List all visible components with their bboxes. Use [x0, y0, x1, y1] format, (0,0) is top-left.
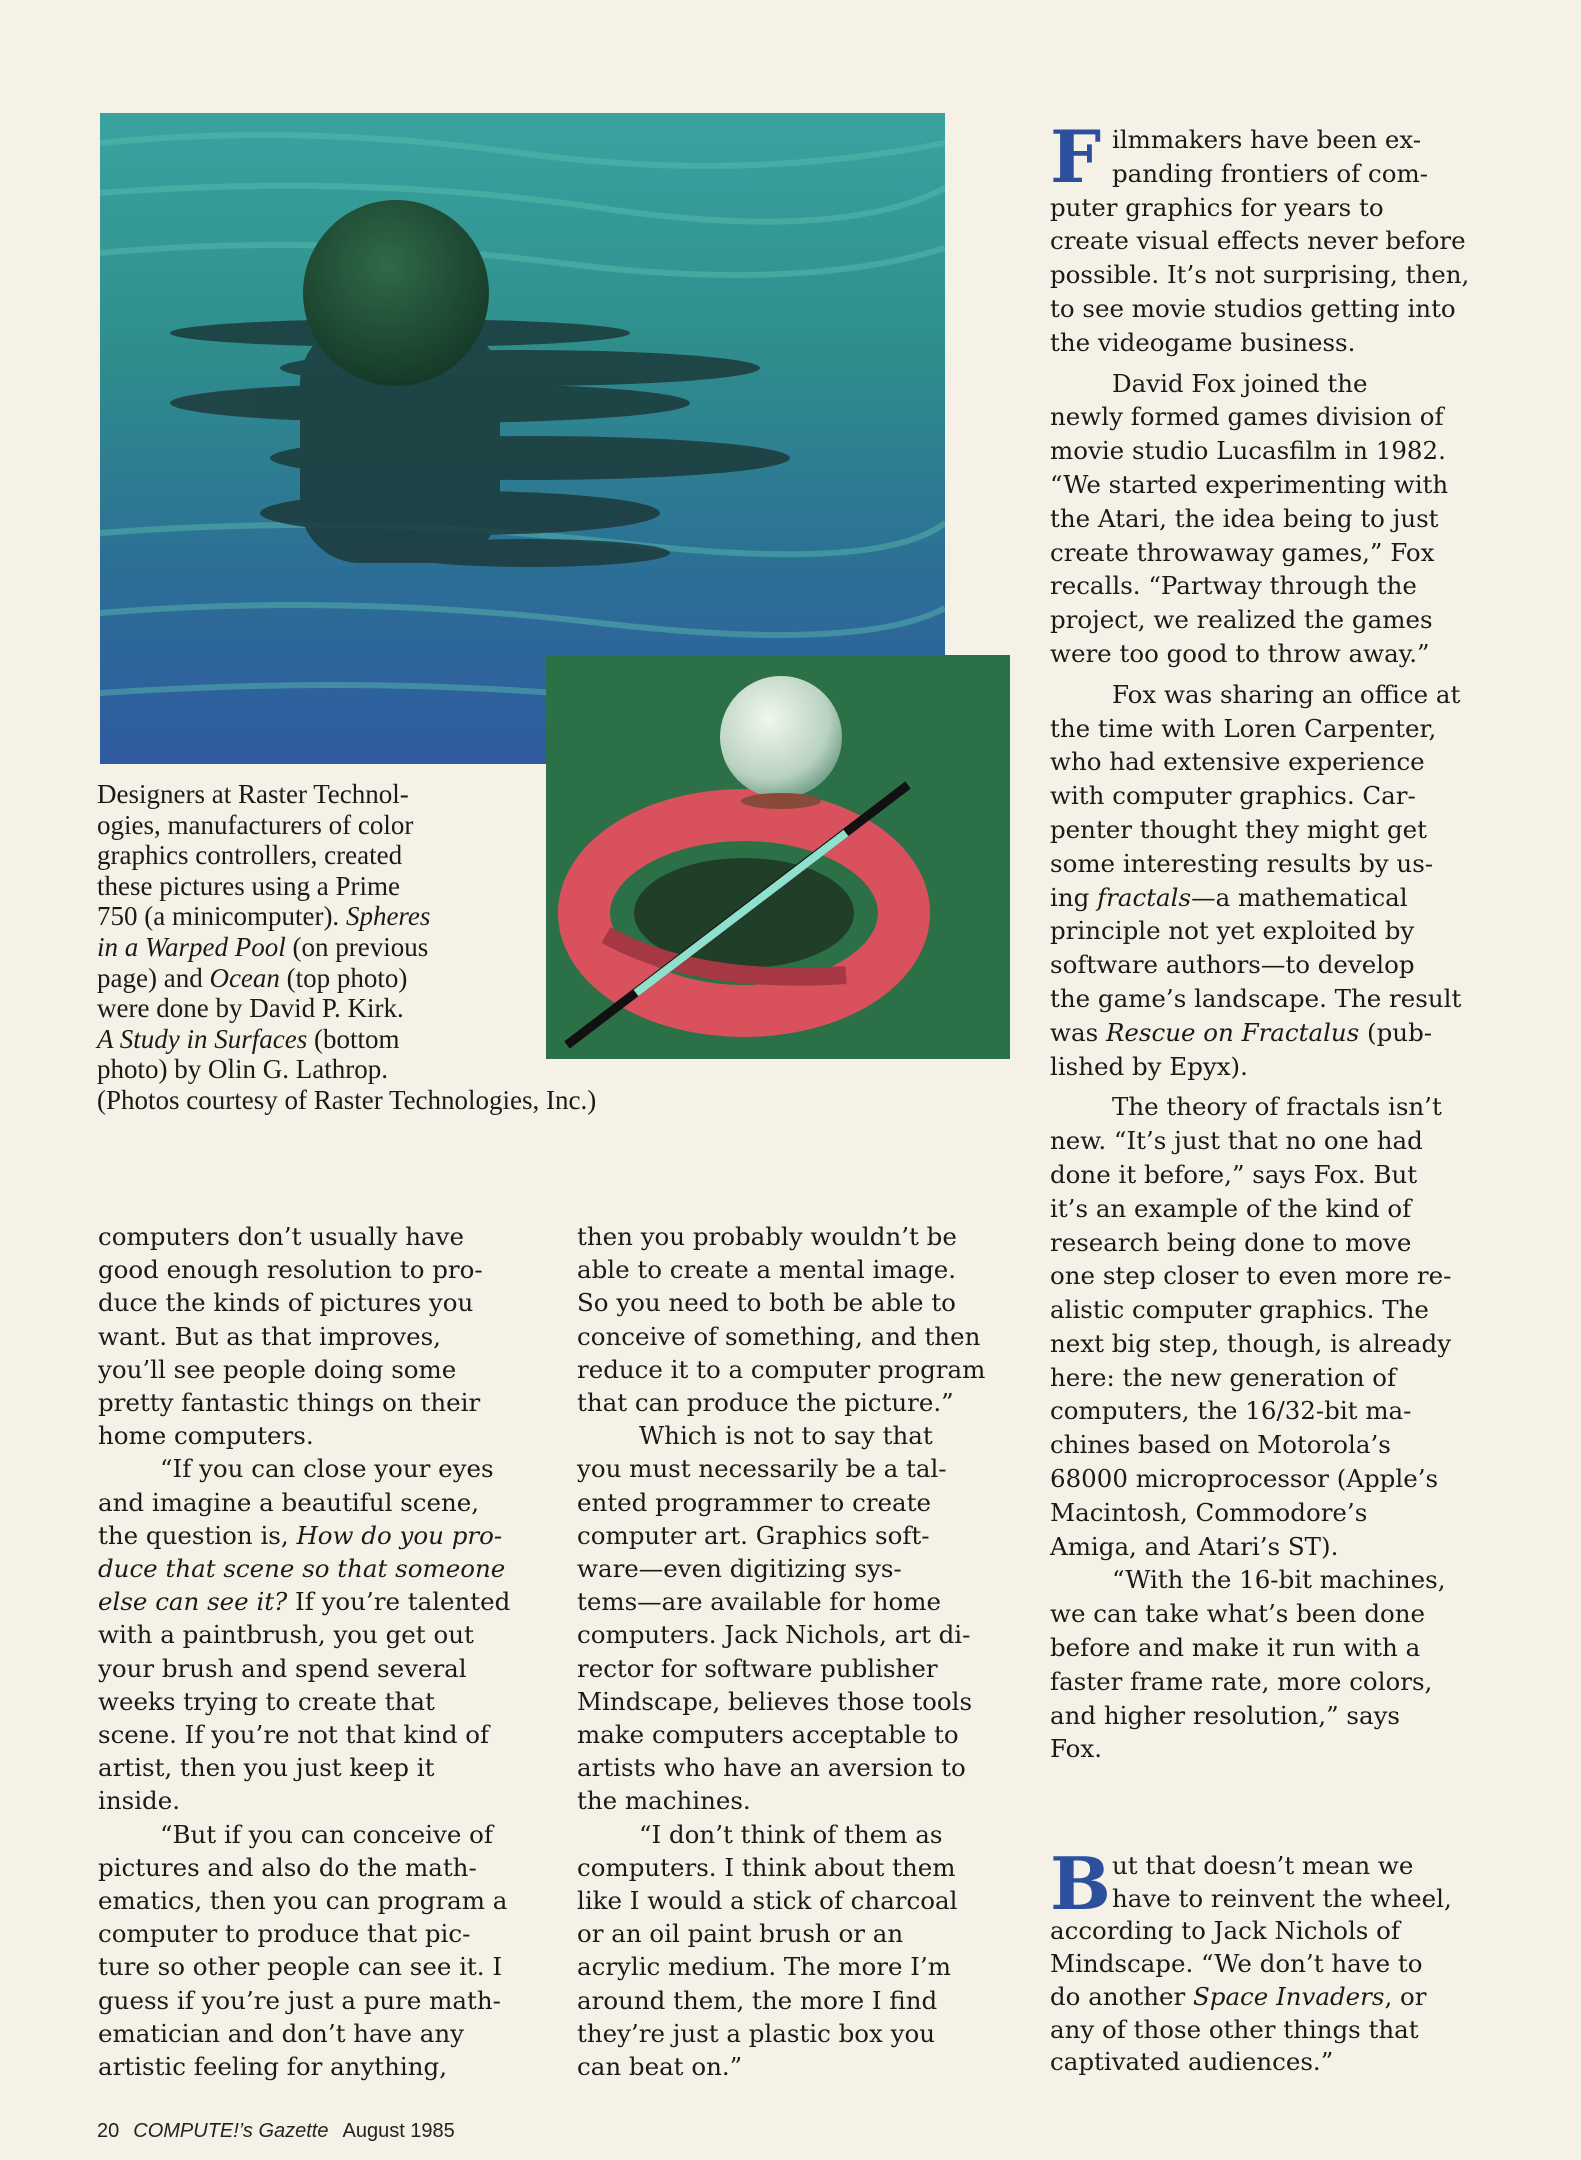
italic-text: A Study in Surfaces: [97, 1023, 308, 1054]
text-line: were too good to throw away.”: [1050, 638, 1430, 668]
text-line: and higher resolution,” says: [1050, 1700, 1400, 1730]
text-line: software authors—to develop: [1050, 950, 1415, 980]
italic-text: else can see it?: [98, 1587, 288, 1617]
text-line: tems—are available for home: [577, 1587, 941, 1617]
text-line: computers, the 16/32-bit ma-: [1050, 1396, 1412, 1426]
paragraph: [1050, 114, 1470, 360]
text-line: Fox.: [1050, 1734, 1103, 1764]
text-line: possible. It’s not surprising, then,: [1050, 260, 1470, 290]
text-line: [97, 871, 596, 902]
text-line: ented programmer to create: [577, 1487, 931, 1517]
text-line: [97, 840, 596, 871]
italic-text: duce that scene so that someone: [98, 1554, 506, 1584]
text-line: Fox was sharing an office at: [1112, 679, 1461, 709]
text-line: [98, 1585, 510, 1618]
text-line: home computers.: [98, 1421, 314, 1451]
text-segment: were done by David P. Kirk.: [97, 993, 404, 1024]
text-line: recalls. “Partway through the: [1050, 571, 1417, 601]
text-line: Mindscape, believes those tools: [577, 1686, 973, 1716]
text-segment: the question is,: [98, 1520, 297, 1550]
text-line: [1050, 1016, 1469, 1050]
text-segment: Designers at Raster Technol-: [97, 779, 409, 809]
paragraph: [577, 1818, 985, 2084]
paragraph: [1050, 367, 1469, 671]
text-line: principle not yet exploited by: [1050, 916, 1415, 946]
text-line: can beat on.”: [577, 2052, 743, 2082]
text-line: [98, 1552, 510, 1585]
text-line: acrylic medium. The more I’m: [577, 1952, 951, 1982]
text-line: good enough resolution to pro-: [98, 1255, 483, 1285]
text-line: before and make it run with a: [1050, 1633, 1421, 1663]
paragraph: [98, 1452, 510, 1817]
text-line: any of those other things that: [1050, 2014, 1419, 2044]
text-segment: 750 (a minicomputer).: [97, 901, 346, 932]
text-line: “With the 16-bit machines,: [1112, 1565, 1446, 1595]
text-line: some interesting results by us-: [1050, 848, 1434, 878]
text-line: weeks trying to create that: [98, 1686, 435, 1716]
drop-cap: F: [1050, 114, 1102, 199]
text-line: scene. If you’re not that kind of: [98, 1720, 490, 1750]
text-line: artists who have an aversion to: [577, 1753, 966, 1783]
text-segment: graphics controllers, created: [97, 840, 403, 871]
text-line: to see movie studios getting into: [1050, 293, 1456, 323]
text-line: puter graphics for years to: [1050, 192, 1384, 222]
text-line: or an oil paint brush or an: [577, 1919, 904, 1949]
text-line: according to Jack Nichols of: [1050, 1916, 1400, 1946]
paragraph: [98, 1818, 510, 2084]
text-line: computers. I think about them: [577, 1852, 956, 1882]
text-line: “We started experimenting with: [1050, 469, 1449, 499]
text-line: the machines.: [577, 1786, 751, 1816]
text-line: conceive of something, and then: [577, 1321, 981, 1351]
text-line: and imagine a beautiful scene,: [98, 1487, 480, 1517]
article-column-middle: [577, 1220, 985, 2083]
paragraph: [1050, 1841, 1452, 2079]
text-line: create visual effects never before: [1050, 226, 1466, 256]
text-line: 68000 microprocessor (Apple’s: [1050, 1464, 1439, 1494]
text-line: ilmmakers have been ex-: [1112, 125, 1422, 154]
text-line: ware—even digitizing sys-: [577, 1554, 902, 1584]
text-segment: (on previous: [285, 931, 429, 962]
text-line: Amiga, and Atari’s ST).: [1050, 1531, 1339, 1561]
italic-text: Ocean: [209, 962, 280, 993]
text-segment: (top photo): [279, 962, 408, 993]
text-line: computers don’t usually have: [98, 1222, 464, 1251]
italic-text: How do you pro-: [296, 1520, 503, 1550]
text-segment: ing: [1050, 882, 1098, 912]
text-line: computer art. Graphics soft-: [577, 1520, 930, 1550]
text-line: lished by Epyx).: [1050, 1051, 1248, 1081]
text-line: The theory of fractals isn’t: [1112, 1092, 1442, 1122]
text-line: [97, 901, 596, 932]
italic-text: fractals: [1097, 882, 1192, 912]
text-line: “If you can close your eyes: [160, 1454, 494, 1484]
text-line: you’ll see people doing some: [98, 1354, 457, 1384]
text-line: [1050, 1981, 1452, 2014]
text-line: they’re just a plastic box you: [577, 2018, 936, 2048]
text-line: [97, 963, 596, 994]
photo-caption: [97, 779, 596, 1116]
text-line: rector for software publisher: [577, 1653, 938, 1683]
text-line: then you probably wouldn’t be: [577, 1222, 957, 1251]
text-line: like I would a stick of charcoal: [577, 1886, 958, 1916]
text-line: chines based on Motorola’s: [1050, 1430, 1391, 1460]
italic-text: Spheres: [345, 901, 431, 932]
text-line: inside.: [98, 1786, 180, 1816]
article-column-right-section2: [1050, 1841, 1452, 2079]
italic-text: Space Invaders: [1192, 1981, 1385, 2011]
text-line: [97, 1085, 596, 1116]
text-segment: (Photos courtesy of Raster Technologies, Inc.): [97, 1084, 597, 1115]
paragraph: [98, 1220, 510, 1452]
publication-name: COMPUTE!’s Gazette: [133, 2120, 329, 2142]
text-line: project, we realized the games: [1050, 605, 1433, 635]
text-line: the game’s landscape. The result: [1050, 983, 1462, 1013]
text-segment: , or: [1384, 1981, 1427, 2011]
text-line: with a paintbrush, you get out: [98, 1620, 474, 1650]
text-line: ture so other people can see it. I: [98, 1952, 503, 1982]
text-line: guess if you’re just a pure math-: [98, 1985, 501, 2015]
article-column-right: [1050, 114, 1470, 1766]
text-line: computer to produce that pic-: [98, 1919, 471, 1949]
text-line: research being done to move: [1050, 1227, 1412, 1257]
text-line: we can take what’s been done: [1050, 1599, 1426, 1629]
text-line: faster frame rate, more colors,: [1050, 1666, 1433, 1696]
text-line: captivated audiences.”: [1050, 2047, 1334, 2077]
text-line: alistic computer graphics. The: [1050, 1295, 1429, 1325]
surfaces-photo: [546, 655, 1010, 1059]
text-segment: ogies, manufacturers of color: [97, 809, 414, 840]
text-line: who had extensive experience: [1050, 747, 1425, 777]
text-line: the videogame business.: [1050, 327, 1356, 357]
text-line: it’s an example of the kind of: [1050, 1193, 1412, 1223]
text-segment: do another: [1050, 1981, 1193, 2011]
text-segment: —a mathematical: [1191, 882, 1408, 912]
text-segment: photo) by Olin G. Lathrop.: [97, 1054, 388, 1085]
text-line: movie studio Lucasfilm in 1982.: [1050, 436, 1446, 466]
text-line: artist, then you just keep it: [98, 1753, 435, 1783]
article-column-left: [98, 1220, 510, 2083]
text-line: with computer graphics. Car-: [1050, 781, 1416, 811]
text-line: ut that doesn’t mean we: [1112, 1851, 1414, 1880]
text-line: [97, 779, 596, 810]
text-line: around them, the more I find: [577, 1985, 938, 2015]
text-line: want. But as that improves,: [98, 1321, 441, 1351]
text-line: pretty fantastic things on their: [98, 1388, 481, 1418]
text-line: [97, 932, 596, 963]
page-footer: [97, 2120, 469, 2143]
text-line: pictures and also do the math-: [98, 1852, 477, 1882]
text-line: artistic feeling for anything,: [98, 2052, 448, 2082]
text-line: you must necessarily be a tal-: [577, 1454, 947, 1484]
text-line: [1050, 881, 1469, 915]
text-line: next big step, though, is already: [1050, 1328, 1452, 1358]
text-line: [97, 1054, 596, 1085]
text-line: Macintosh, Commodore’s: [1050, 1497, 1368, 1527]
text-segment: If you’re talented: [287, 1587, 511, 1617]
text-line: “But if you can conceive of: [160, 1819, 493, 1849]
text-segment: (bottom: [307, 1023, 400, 1054]
text-line: create throwaway games,” Fox: [1050, 537, 1435, 567]
text-segment: was: [1050, 1017, 1106, 1047]
text-line: able to create a mental image.: [577, 1255, 957, 1285]
text-line: Mindscape. “We don’t have to: [1050, 1949, 1423, 1979]
text-line: one step closer to even more re-: [1050, 1261, 1452, 1291]
text-line: ematician and don’t have any: [98, 2018, 464, 2048]
page-number: 20: [97, 2120, 120, 2142]
paragraph: [1050, 1090, 1469, 1563]
text-line: “I don’t think of them as: [639, 1819, 943, 1849]
text-segment: (pub-: [1359, 1017, 1433, 1047]
paragraph: [577, 1220, 985, 1419]
text-line: the Atari, the idea being to just: [1050, 503, 1439, 533]
text-line: have to reinvent the wheel,: [1112, 1883, 1452, 1913]
drop-cap: B: [1050, 1841, 1111, 1926]
text-line: done it before,” says Fox. But: [1050, 1159, 1418, 1189]
paragraph: [577, 1419, 985, 1817]
text-line: reduce it to a computer program: [577, 1354, 986, 1384]
text-line: newly formed games division of: [1050, 402, 1444, 432]
text-line: penter thought they might get: [1050, 814, 1427, 844]
text-line: ematics, then you can program a: [98, 1886, 508, 1916]
text-line: [97, 810, 596, 841]
issue-date: August 1985: [342, 2120, 455, 2142]
text-line: [97, 993, 596, 1024]
paragraph: [1050, 1563, 1469, 1766]
paragraph: [1050, 678, 1469, 1084]
text-line: So you need to both be able to: [577, 1288, 956, 1318]
text-line: panding frontiers of com-: [1112, 158, 1428, 188]
text-line: Which is not to say that: [639, 1421, 933, 1451]
text-line: new. “It’s just that no one had: [1050, 1126, 1423, 1156]
text-line: make computers acceptable to: [577, 1720, 959, 1750]
text-segment: these pictures using a Prime: [97, 870, 400, 901]
text-line: [97, 1024, 596, 1055]
italic-text: Rescue on Fractalus: [1105, 1017, 1360, 1047]
text-line: computers. Jack Nichols, art di-: [577, 1620, 971, 1650]
text-line: duce the kinds of pictures you: [98, 1288, 474, 1318]
text-line: [98, 1519, 510, 1552]
text-line: that can produce the picture.”: [577, 1388, 954, 1418]
italic-text: in a Warped Pool: [97, 931, 286, 962]
text-segment: page) and: [97, 962, 210, 993]
text-line: here: the new generation of: [1050, 1362, 1397, 1392]
text-line: David Fox joined the: [1112, 368, 1368, 398]
text-line: the time with Loren Carpenter,: [1050, 713, 1437, 743]
text-line: your brush and spend several: [98, 1653, 467, 1683]
